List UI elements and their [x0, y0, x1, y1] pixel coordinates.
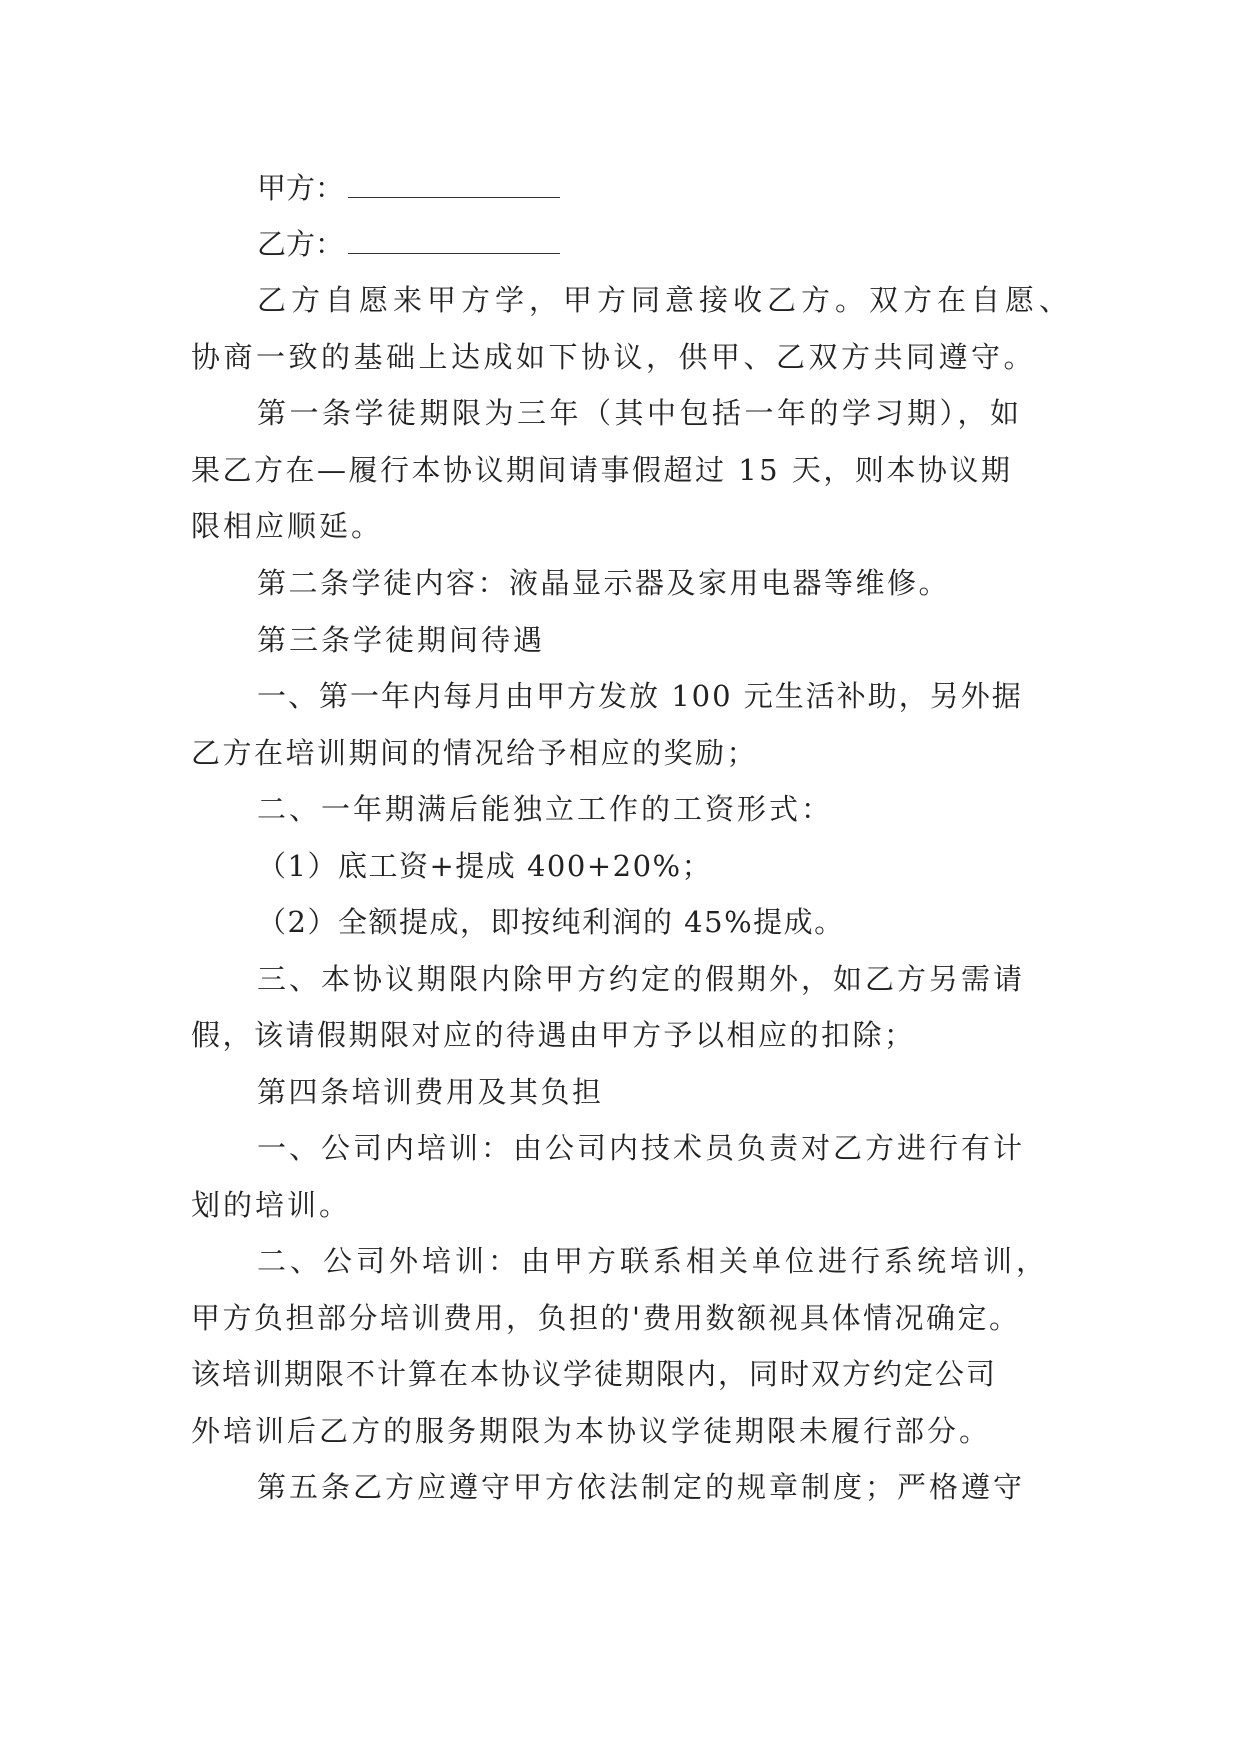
body-line: 乙方自愿来甲方学，甲方同意接收乙方。双方在自愿、: [257, 283, 1074, 317]
body-line: 二、公司外培训：由甲方联系相关单位进行系统培训，: [257, 1244, 1050, 1278]
body-line: 第二条学徒内容：液晶显示器及家用电器等维修。: [257, 566, 951, 600]
body-line: 划的培训。: [191, 1188, 352, 1222]
body-line: （2）全额提成，即按纯利润的 45%提成。: [257, 905, 845, 939]
body-line: 一、公司内培训：由公司内技术员负责对乙方进行有计: [257, 1131, 1026, 1165]
body-line: 一、第一年内每月由甲方发放 100 元生活补助，另外据: [257, 679, 1023, 713]
party-b-blank: [348, 227, 560, 254]
party-a-blank: [348, 171, 560, 198]
body-line: 三、本协议期限内除甲方约定的假期外，如乙方另需请: [257, 962, 1026, 996]
body-line: 二、一年期满后能独立工作的工资形式：: [257, 792, 834, 826]
body-line: 第三条学徒期间待遇: [257, 623, 546, 657]
party-a-line: [257, 168, 560, 208]
body-line: 第一条学徒期限为三年（其中包括一年的学习期），如: [257, 396, 1023, 430]
body-line: 甲方负担部分培训费用，负担的'费用数额视具体情况确定。: [191, 1301, 1021, 1335]
body-line: 假，该请假期限对应的待遇由甲方予以相应的扣除；: [191, 1018, 916, 1052]
party-b-line: [257, 224, 560, 264]
body-line: （1）底工资+提成 400+20%；: [257, 849, 713, 883]
body-line: 果乙方在—履行本协议期间请事假超过 15 天，则本协议期: [191, 453, 1013, 487]
body-line: 第五条乙方应遵守甲方依法制定的规章制度；严格遵守: [257, 1470, 1026, 1504]
body-line: 乙方在培训期间的情况给予相应的奖励；: [191, 736, 759, 770]
body-line: 协商一致的基础上达成如下协议，供甲、乙双方共同遵守。: [191, 340, 1037, 374]
party-b-label: 乙方：: [257, 227, 345, 261]
party-a-label: 甲方：: [257, 171, 345, 205]
body-line: 该培训期限不计算在本协议学徒期限内，同时双方约定公司: [191, 1357, 998, 1391]
body-line: 第四条培训费用及其负担: [257, 1075, 604, 1109]
body-line: 外培训后乙方的服务期限为本协议学徒期限未履行部分。: [191, 1414, 992, 1448]
body-line: 限相应顺延。: [191, 509, 384, 543]
